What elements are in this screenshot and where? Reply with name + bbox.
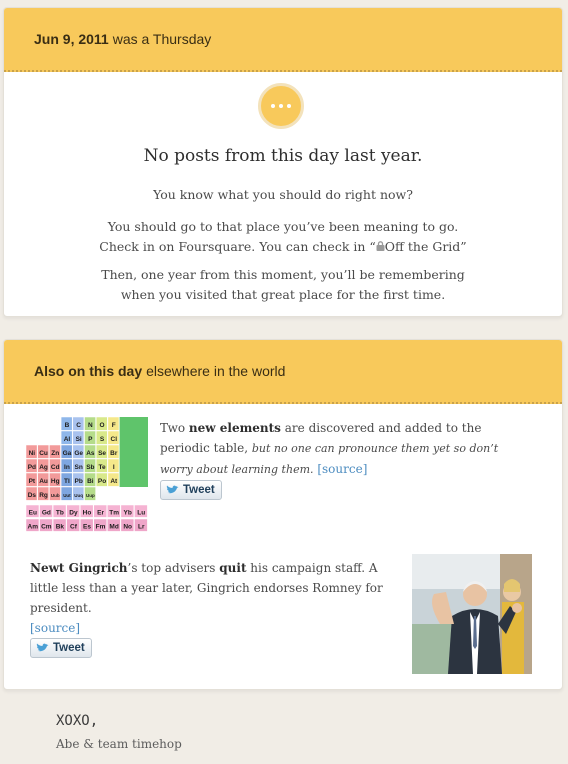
element-symbol: As xyxy=(86,450,95,457)
event-2-text-after: his campaign staff. A little less than a year later, Gingrich endorses Romney for president. xyxy=(30,561,383,615)
element-symbol: Pd xyxy=(27,464,37,471)
element-symbol: Si xyxy=(75,436,82,443)
element-symbol: Au xyxy=(39,478,48,485)
element-symbol: Dy xyxy=(69,509,78,517)
element-symbol: In xyxy=(64,464,70,471)
element-symbol: I xyxy=(112,464,115,471)
no-posts-title: No posts from this day last year. xyxy=(143,146,423,166)
event-gingrich xyxy=(30,558,408,659)
element-symbol: Er xyxy=(97,509,104,517)
place-name: Off the Grid” xyxy=(384,239,467,254)
element-symbol: Tb xyxy=(55,509,64,517)
suggestion-line-2 xyxy=(4,217,562,258)
element-symbol: O xyxy=(99,422,105,429)
tweet-label-2: Tweet xyxy=(53,642,85,654)
element-symbol: Cu xyxy=(39,450,48,457)
element-symbol: Ga xyxy=(62,450,72,457)
element-symbol: Pb xyxy=(74,478,83,485)
event-1-text-before: Two xyxy=(160,421,189,435)
element-symbol: Cd xyxy=(50,464,60,471)
suggestion-line-2a: You should go to that place you’ve been meaning to go. xyxy=(107,219,459,234)
suggestion-line-3b: when you visited that great place for the first time. xyxy=(120,287,446,302)
element-symbol: Cf xyxy=(70,523,77,531)
suggestion-line-1: You know what you should do right now? xyxy=(153,187,413,202)
more-dots-icon xyxy=(258,83,304,129)
gingrich-photo xyxy=(412,554,532,674)
event-2-text-mid: ’s top advisers xyxy=(127,561,220,575)
event-new-elements xyxy=(160,418,532,501)
event-2-highlight: Newt Gingrich xyxy=(30,561,128,575)
element-symbol: Cm xyxy=(41,523,52,531)
element-symbol: Bk xyxy=(55,523,65,531)
element-symbol: Uub xyxy=(50,493,60,498)
element-symbol: Pt xyxy=(28,478,36,485)
element-symbol: Ag xyxy=(39,464,48,471)
elsewhere-header-rest: elsewhere in the world xyxy=(146,363,286,379)
element-symbol: Es xyxy=(83,523,91,531)
element-symbol: N xyxy=(87,422,93,429)
element-symbol: Se xyxy=(98,450,107,457)
element-symbol: Tl xyxy=(64,478,70,485)
element-symbol: Ho xyxy=(82,509,92,517)
element-symbol: Bi xyxy=(87,478,94,485)
date-header xyxy=(4,8,562,72)
tweet-label-1: Tweet xyxy=(183,484,215,496)
element-symbol: Lu xyxy=(137,509,146,517)
element-symbol: Zn xyxy=(51,450,60,457)
source-link-2[interactable]: [source] xyxy=(30,621,81,635)
element-symbol: Lr xyxy=(137,523,145,531)
element-symbol: Uup xyxy=(85,493,95,498)
element-symbol: Eu xyxy=(28,509,37,517)
twitter-bird-icon xyxy=(165,485,179,495)
element-symbol: No xyxy=(123,523,133,531)
element-symbol: Md xyxy=(109,523,119,531)
element-symbol: Uuq xyxy=(74,493,84,498)
suggestion-line-3 xyxy=(4,265,562,305)
element-symbol: Ni xyxy=(28,450,36,457)
suggestion-line-2b: Check in on Foursquare. You can check in “ xyxy=(99,239,376,254)
event-1-italic: but no one can pronounce them yet so don’t worry about learning them. xyxy=(160,442,499,476)
no-posts-card xyxy=(3,7,563,317)
tweet-button-2[interactable] xyxy=(30,638,92,658)
weekday-label: was a Thursday xyxy=(112,31,212,47)
element-symbol: Po xyxy=(97,478,107,485)
twitter-bird-icon xyxy=(35,643,49,653)
event-1-text-after: are discovered and added to the periodic table, xyxy=(160,421,482,455)
element-symbol: Te xyxy=(98,464,106,471)
elsewhere-header-bold: Also on this day xyxy=(34,363,143,379)
element-symbol: Gd xyxy=(41,509,51,517)
event-1-highlight: new elements xyxy=(188,421,281,435)
element-symbol: Tm xyxy=(109,509,119,517)
suggestion-line-3a: Then, one year from this moment, you’ll be remembering xyxy=(101,267,465,282)
event-2-highlight2: quit xyxy=(219,561,247,575)
element-symbol: At xyxy=(110,478,118,485)
element-symbol: Ge xyxy=(74,450,83,457)
element-symbol: Yb xyxy=(123,509,132,517)
element-symbol: Rg xyxy=(39,492,48,499)
lock-icon xyxy=(376,241,385,254)
element-symbol: Uut xyxy=(63,493,71,498)
periodic-table-image xyxy=(26,413,148,535)
element-symbol: Am xyxy=(27,523,39,531)
signoff-team: Abe & team timehop xyxy=(56,737,182,751)
element-symbol: Cl xyxy=(110,436,117,443)
element-symbol: P xyxy=(88,436,93,443)
element-symbol: Sn xyxy=(74,464,83,471)
element-symbol: Sb xyxy=(86,464,95,471)
date-label: Jun 9, 2011 xyxy=(34,31,109,47)
element-symbol: Hg xyxy=(50,478,60,485)
source-link-1[interactable]: [source] xyxy=(317,462,368,476)
noble-gas-strip xyxy=(120,417,148,487)
elsewhere-header xyxy=(4,340,562,404)
element-symbol: S xyxy=(99,436,105,443)
element-symbol: Fm xyxy=(95,523,106,531)
element-symbol: F xyxy=(111,422,116,429)
element-symbol: Ds xyxy=(27,492,37,499)
tweet-button-1[interactable] xyxy=(160,480,222,500)
element-symbol: Br xyxy=(110,450,118,457)
element-symbol: Al xyxy=(63,436,71,443)
signoff-xoxo: XOXO, xyxy=(56,713,99,729)
elsewhere-card xyxy=(3,339,563,690)
element-symbol: B xyxy=(64,422,70,429)
element-symbol: C xyxy=(76,422,82,429)
